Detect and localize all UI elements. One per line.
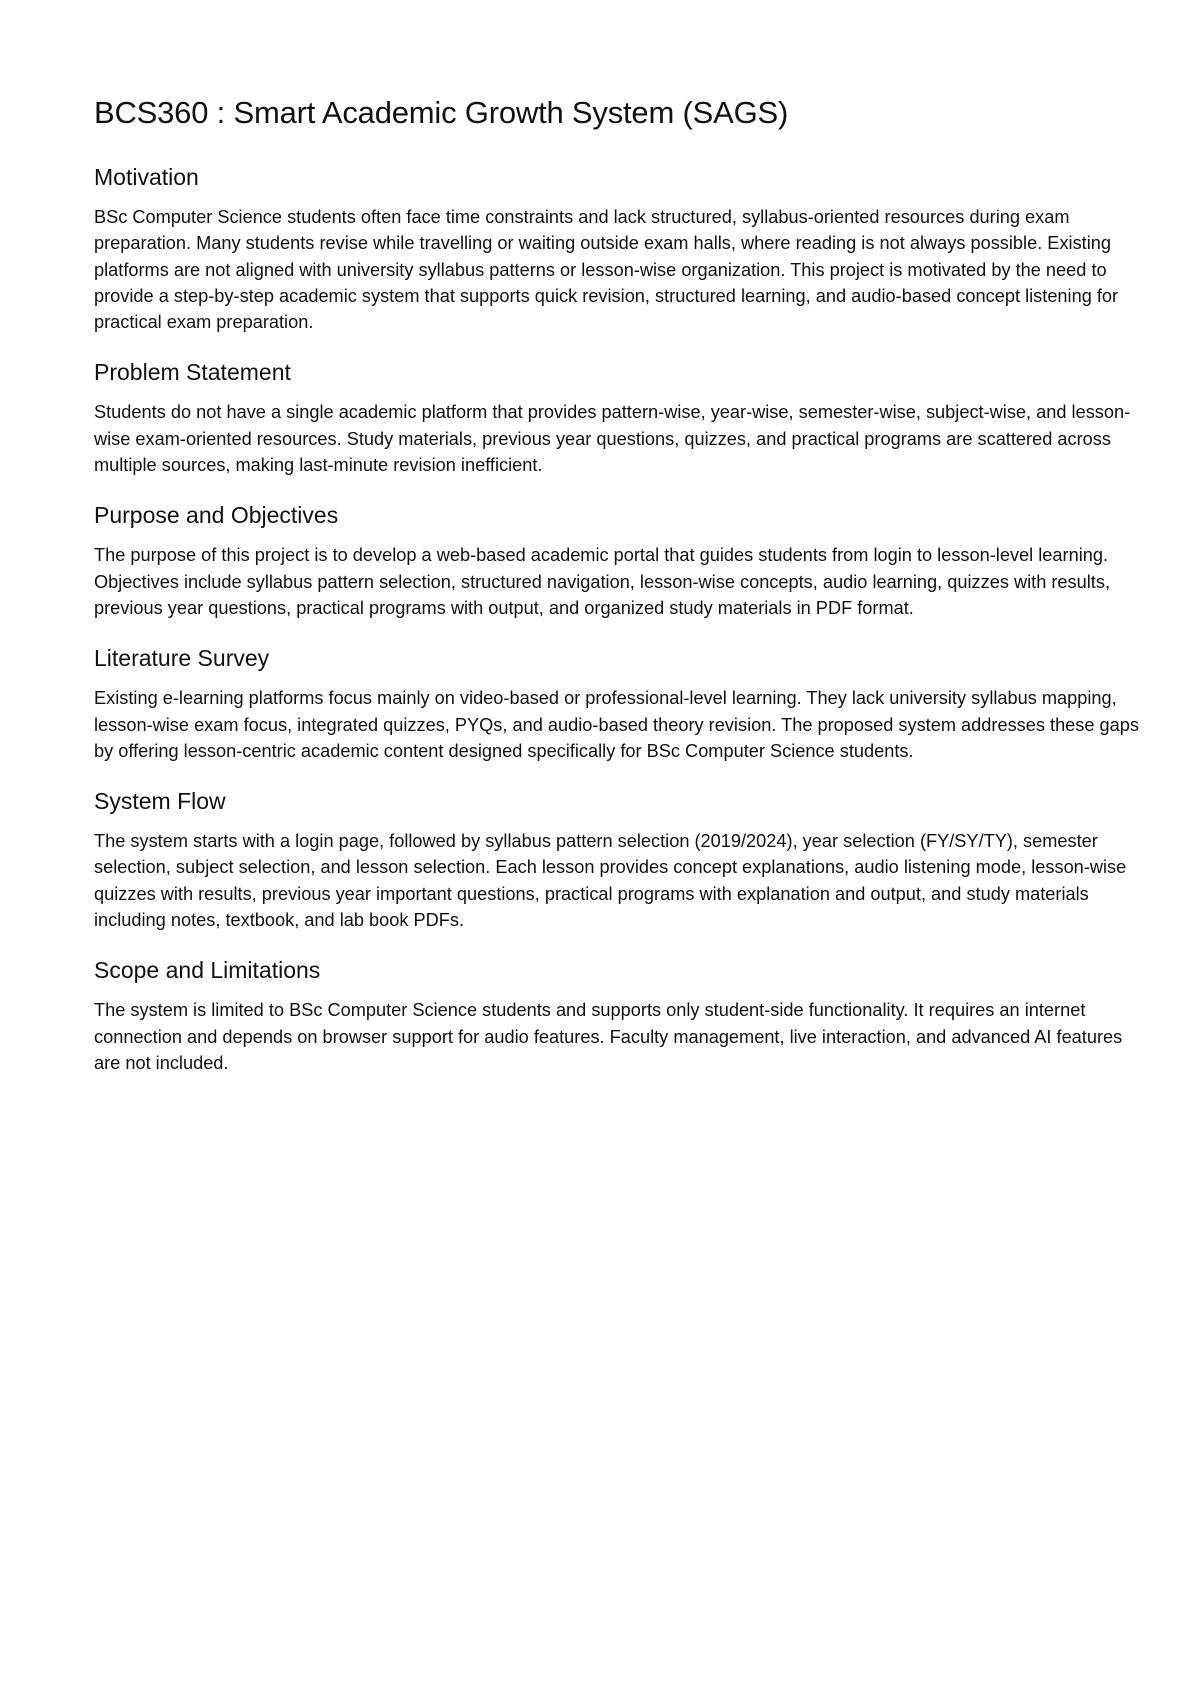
section-heading: Problem Statement: [94, 359, 291, 386]
section-body: The purpose of this project is to develop a web-based academic portal that guides students from login to lesson-level learning. Objectives include syllabus pattern selection, structured navigation, lesson-wise concepts, audio learning, quizzes with results, previous year questions, practical programs with output, and organized study materials in PDF format.: [94, 545, 1110, 618]
section-body: The system starts with a login page, followed by syllabus pattern selection (2019/2024), year selection (FY/SY/TY), semester selection, subject selection, and lesson selection. Each lesson provides concept explanations, audio listening mode, lesson-wise quizzes with results, previous year important questions, practical programs with explanation and output, and study materials including notes, textbook, and lab book PDFs.: [94, 831, 1127, 931]
section-scope-limitations: [94, 955, 1146, 1076]
section-heading: Purpose and Objectives: [94, 502, 339, 529]
section-system-flow: [94, 786, 1146, 933]
document-page: [94, 92, 1146, 1098]
section-literature-survey: [94, 643, 1146, 764]
section-problem-statement: [94, 357, 1146, 478]
document-title: BCS360 : Smart Academic Growth System (SAGS): [94, 95, 789, 130]
section-purpose-objectives: [94, 500, 1146, 621]
section-body: Existing e-learning platforms focus mainly on video-based or professional-level learning. They lack university syllabus mapping, lesson-wise exam focus, integrated quizzes, PYQs, and audio-based theory revision. The proposed system addresses these gaps by offering lesson-centric academic content designed specifically for BSc Computer Science students.: [94, 688, 1139, 761]
section-body: Students do not have a single academic platform that provides pattern-wise, year-wise, semester-wise, subject-wise, and lesson-wise exam-oriented resources. Study materials, previous year questions, quizzes, and practical programs are scattered across multiple sources, making last-minute revision inefficient.: [94, 402, 1131, 476]
section-heading: Scope and Limitations: [94, 957, 321, 984]
section-body: BSc Computer Science students often face time constraints and lack structured, syllabus-oriented resources during exam preparation. Many students revise while travelling or waiting outside exam halls, where reading is not always possible. Existing platforms are not aligned with university syllabus patterns or lesson-wise organization. This project is motivated by the need to provide a step-by-step academic system that supports quick revision, structured learning, and audio-based concept listening for practical exam preparation.: [94, 207, 1119, 333]
section-body: The system is limited to BSc Computer Science students and supports only student-side functionality. It requires an internet connection and depends on browser support for audio features. Faculty management, live interaction, and advanced AI features are not included.: [94, 1000, 1123, 1073]
section-heading: System Flow: [94, 788, 226, 815]
section-motivation: [94, 162, 1146, 335]
section-heading: Motivation: [94, 164, 199, 190]
section-heading: Literature Survey: [94, 645, 270, 672]
